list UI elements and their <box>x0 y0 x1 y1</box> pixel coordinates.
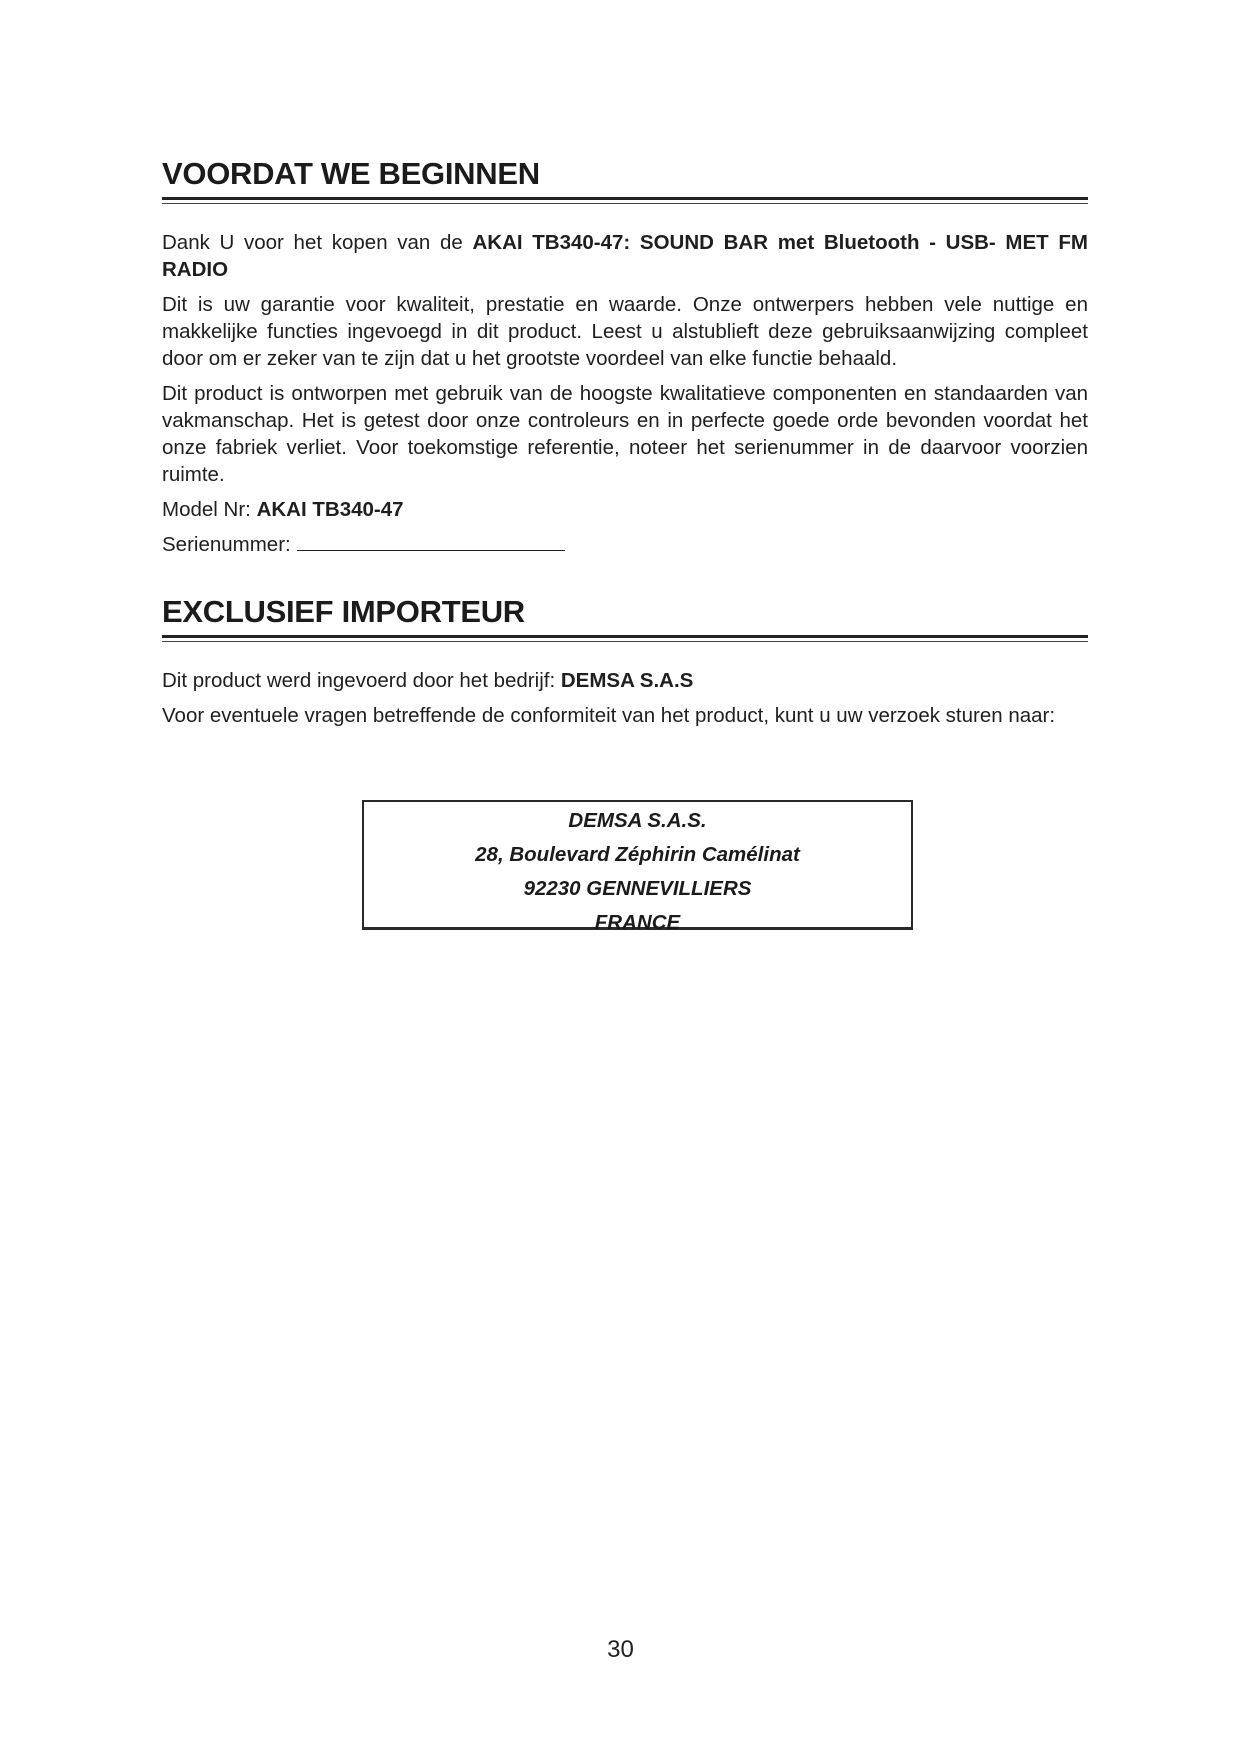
model-number-line <box>162 496 1088 523</box>
serial-label: Serienummer: <box>162 533 291 556</box>
thanks-prefix: Dank U voor het kopen van de <box>162 231 473 254</box>
address-box <box>362 800 913 934</box>
address-street: 28, Boulevard Zéphirin Camélinat <box>475 843 800 866</box>
importer-paragraph <box>162 667 1088 694</box>
imported-prefix: Dit product werd ingevoerd door het bedrijf: <box>162 669 561 692</box>
address-country: FRANCE <box>594 911 681 934</box>
design-paragraph: Dit product is ontworpen met gebruik van de hoogste kwalitatieve componenten en standaarden van vakmanschap. Het is getest door onze controleurs en in perfecte goede orde bevonden voordat het onze fabriek verliet. Voor toekomstige referentie, noteer het serienummer in de daarvoor voorzien ruimte. <box>162 382 1088 486</box>
questions-paragraph: Voor eventuele vragen betreffende de conformiteit van het product, kunt u uw verzoek sturen naar: <box>162 704 1056 727</box>
model-value: AKAI TB340-47 <box>256 498 404 521</box>
model-label: Model Nr: <box>162 498 257 521</box>
importer-company: DEMSA S.A.S <box>560 669 694 692</box>
section-exclusive-importer <box>162 593 1088 729</box>
serial-number-line <box>162 531 1088 558</box>
page-number: 30 <box>607 1636 634 1663</box>
heading-rule-thin <box>162 203 1088 204</box>
thanks-paragraph <box>162 229 1088 283</box>
heading-rule-thin <box>162 641 1088 642</box>
product-name: AKAI TB340-47: SOUND BAR met Bluetooth - USB- MET FM RADIO <box>162 231 1088 281</box>
heading-rule <box>162 635 1088 638</box>
serial-number-blank <box>297 532 565 551</box>
section-heading: VOORDAT WE BEGINNEN <box>162 156 540 191</box>
heading-rule <box>162 197 1088 200</box>
guarantee-paragraph: Dit is uw garantie voor kwaliteit, prestatie en waarde. Onze ontwerpers hebben vele nuttige en makkelijke functies ingevoegd in dit product. Leest u alstublieft deze gebruiksaanwijzing compleet door om er zeker van te zijn dat u het grootste voordeel van elke functie behaald. <box>162 293 1088 370</box>
section-heading: EXCLUSIEF IMPORTEUR <box>162 594 525 629</box>
address-company: DEMSA S.A.S. <box>568 809 707 832</box>
address-city: 92230 GENNEVILLIERS <box>523 877 752 900</box>
section-before-we-begin <box>162 155 1088 558</box>
